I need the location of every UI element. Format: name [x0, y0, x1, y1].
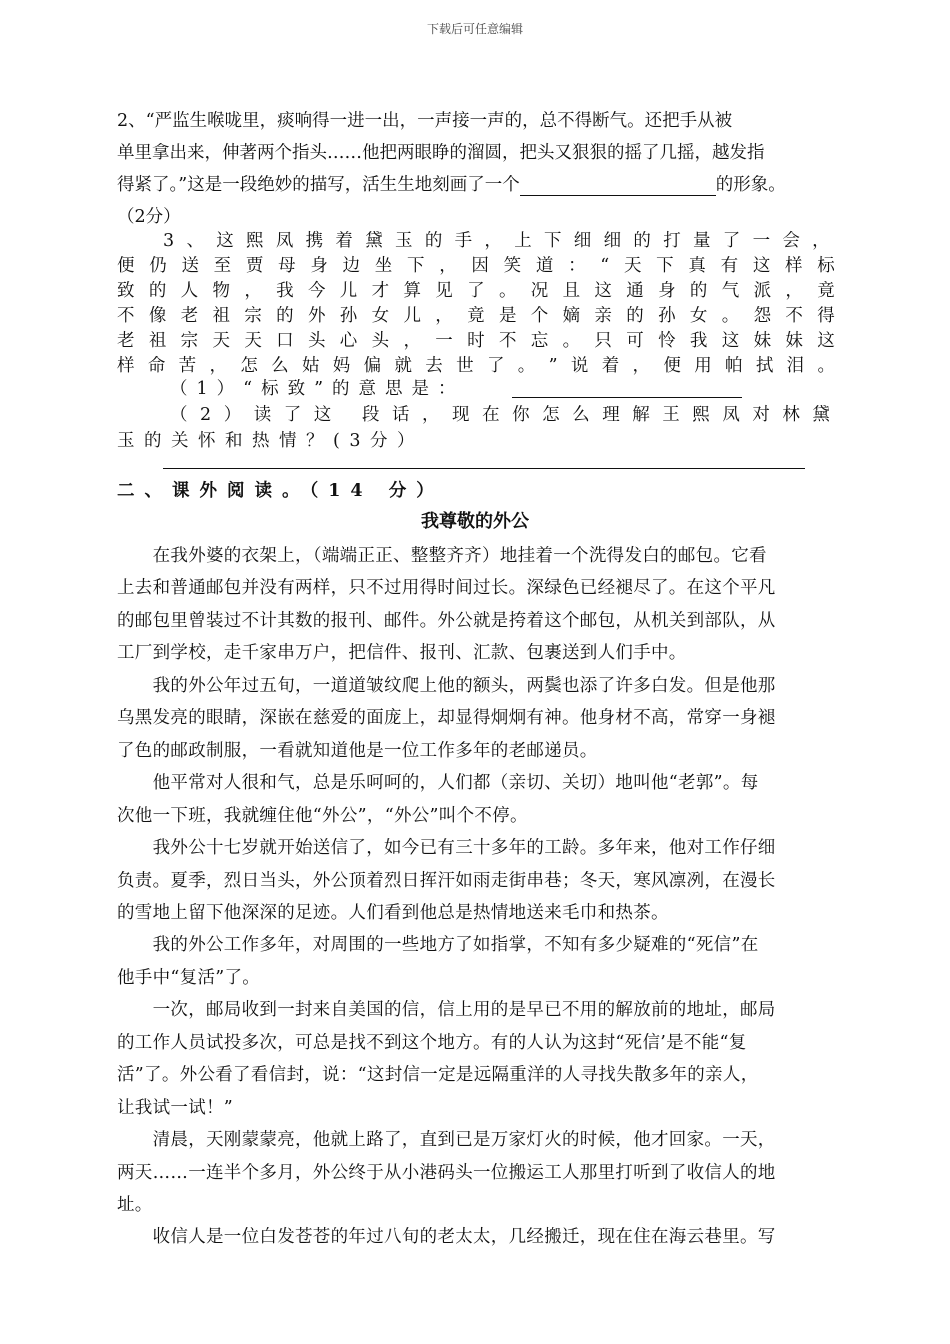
answer-line[interactable] — [163, 468, 805, 469]
article-line: 收信人是一位白发苍苍的年过八旬的老太太，几经搬迁，现在住在海云巷里。写 — [117, 1227, 776, 1247]
section-title: 二、课外阅读。（14 分） — [117, 481, 444, 501]
q3-sub1-label: （1）“标致”的意思是： — [170, 379, 465, 399]
article-line: 负责。夏季，烈日当头，外公顶着烈日挥汗如雨走街串巷；冬天，寒风凛冽，在漫长 — [117, 871, 776, 891]
article-line: 在我外婆的衣架上，（端端正正、整整齐齐）地挂着一个洗得发白的邮包。它看 — [117, 546, 767, 566]
article-line: 的邮包里曾装过不计其数的报刊、邮件。外公就是挎着这个邮包，从机关到部队，从 — [117, 611, 776, 631]
q3-line-6: 样 命 苦 ， 怎 么 姑 妈 偏 就 去 世 了 。 ” 说 着 ， 便 用 帕 拭 泪 。 — [117, 356, 835, 376]
q3-line-2: 便 仍 送 至 贾 母 身 边 坐 下 ， 因 笑 道 ： “ 天 下 真 有 这 样 标 — [117, 256, 835, 276]
article-line: 让我试一试！” — [117, 1098, 234, 1118]
article-line: 我的外公工作多年，对周围的一些地方了如指掌，不知有多少疑难的“死信”在 — [117, 935, 759, 955]
article-line: 的工作人员试投多次，可总是找不到这个地方。有的人认为这封“死信’是不能“复 — [117, 1033, 747, 1053]
article-line: 址。 — [117, 1195, 153, 1215]
q2-line-2: 单里拿出来，伸著两个指头……他把两眼睁的溜圆，把头又狠狠的摇了几摇，越发指 — [117, 143, 765, 163]
article-line: 他手中“复活”了。 — [117, 968, 261, 988]
article-line: 的雪地上留下他深深的足迹。人们看到他总是热情地送来毛巾和热茶。 — [117, 903, 669, 923]
article-line: 活”了。外公看了看信封，说：“这封信一定是远隔重洋的人寻找失散多年的亲人， — [117, 1065, 759, 1085]
article-line: 两天……一连半个多月，外公终于从小港码头一位搬运工人那里打听到了收信人的地 — [117, 1163, 776, 1183]
q3-line-1: 3 、 这 熙 凤 携 着 黛 玉 的 手 ， 上 下 细 细 的 打 量 了 一 会 ， — [163, 231, 830, 251]
article-line: 我外公十七岁就开始送信了，如今已有三十多年的工龄。多年来，他对工作仔细 — [117, 838, 776, 858]
q3-line-3: 致 的 人 物 ， 我 今 儿 才 算 见 了 。 况 且 这 通 身 的 气 派 ， 竟 — [117, 281, 835, 301]
article-line: 了色的邮政制服，一看就知道他是一位工作多年的老邮递员。 — [117, 741, 598, 761]
q3-line-5: 老 祖 宗 天 天 口 头 心 头 ， 一 时 不 忘 。 只 可 怜 我 这 妹 妹 这 — [117, 331, 835, 351]
article-line: 乌黑发亮的眼睛，深嵌在慈爱的面庞上，却显得炯炯有神。他身材不高，常穿一身褪 — [117, 708, 776, 728]
article-line: 一次，邮局收到一封来自美国的信，信上用的是早已不用的解放前的地址，邮局 — [117, 1000, 776, 1020]
q2-line-1: 2、“严监生喉咙里，痰响得一进一出，一声接一声的，总不得断气。还把手从被 — [117, 111, 733, 131]
article-line: 次他一下班，我就缠住他“外公”，“外公”叫个不停。 — [117, 806, 528, 826]
article-line: 上去和普通邮包并没有两样，只不过用得时间过长。深绿色已经褪尽了。在这个平凡 — [117, 578, 776, 598]
q3-sub1 — [170, 378, 550, 400]
q3-line-4: 不 像 老 祖 宗 的 外 孙 女 儿 ， 竟 是 个 嫡 亲 的 孙 女 。 怨 不 得 — [117, 306, 835, 326]
q3-sub1-blank[interactable] — [512, 377, 742, 398]
article-line: 他平常对人很和气，总是乐呵呵的，人们都（亲切、关切）地叫他“老郭”。每 — [117, 773, 759, 793]
q3-sub2-line-2: 玉的关怀和热情？(3分） — [117, 431, 424, 451]
article-line: 工厂到学校，走千家串万户，把信件、报刊、汇款、包裹送到人们手中。 — [117, 643, 687, 663]
article-line: 清晨，天刚蒙蒙亮，他就上路了，直到已是万家灯火的时候，他才回家。一天， — [117, 1130, 776, 1150]
article-line: 我的外公年过五旬，一道道皱纹爬上他的额头，两鬓也添了许多白发。但是他那 — [117, 676, 776, 696]
q2-line-3 — [117, 174, 835, 196]
q2-answer-blank[interactable] — [520, 175, 716, 196]
q2-score: （2分） — [117, 207, 181, 227]
page-header: 下载后可任意编辑 — [426, 22, 523, 36]
q3-sub2-line-1: （ 2 ） 读 了 这 段 话 ， 现 在 你 怎 么 理 解 王 熙 凤 对 林 黛 — [170, 405, 830, 425]
article-title: 我尊敬的外公 — [421, 511, 529, 532]
q2-line-3-after: 的形象。 — [715, 175, 786, 195]
q2-line-3-before: 得紧了。”这是一段绝妙的描写，活生生地刻画了一个 — [117, 175, 520, 195]
